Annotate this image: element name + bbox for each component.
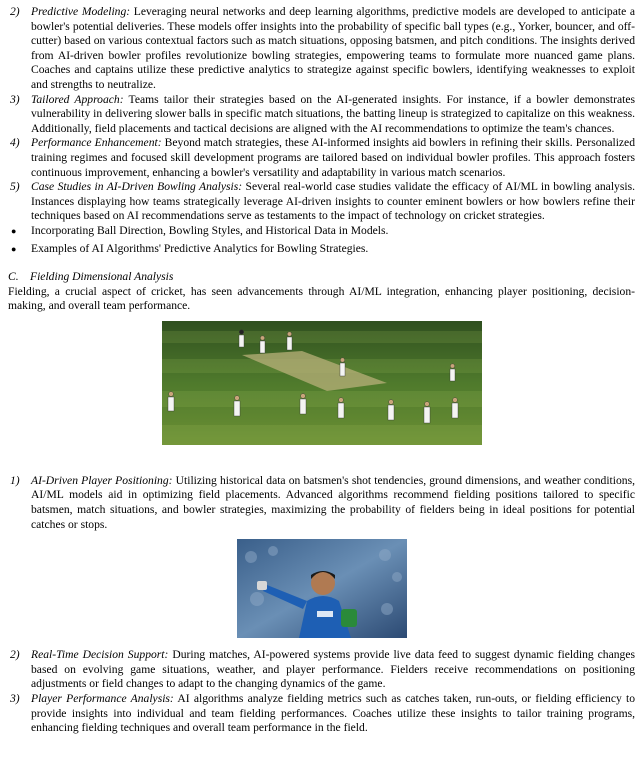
item-text: Leveraging neural networks and deep learning algorithms, predictive models are developed to anticipate a bowler's potential deliveries. These models offer insights into the probability of specific ball types (e.g., Yorker, bouncer, and off-cutter) based on various contextual factors such as match situations, opposing batsmen, and pitch conditions. The insights derived from AI-driven bowler profiles revolutionize bowling strategies, empowering teams to formulate more nuanced game plans. Coaches and captains utilize these predictive analytics to strategize against specific bowlers, identifying weaknesses to exploit and strengths to neutralize. [31,5,635,91]
item-lead: Performance Enhancement: [31,136,162,150]
item-text: AI algorithms analyze fielding metrics such as catches taken, run-outs, or fielding efficiency to provide insights into individual and team fielding performances. Coaches utilize these insights to tailor training programs, enhancing fielding techniques and overall team performance in the field. [31,692,636,735]
item-number: 2) [10,5,20,18]
section-title: Fielding Dimensional Analysis [30,270,174,284]
bullet-icon: ● [11,243,17,254]
bullet-item [8,224,635,239]
item-text: Teams tailor their strategies based on the AI-generated insights. For instance, if a bowler demonstrates vulnerability in delivering slower balls in specific match situations, the batting lineup is strategized to capitalize on this weakness. Additionally, field placements and tactical decisions are aligned with the AI recommendations to optimize the team's chances. [31,92,635,135]
fielding-photo-image [162,321,482,445]
item-number: 3) [10,92,20,106]
bullet-text: Examples of AI Algorithms' Predictive Analytics for Bowling Strategies. [31,241,369,255]
fielding-photo [162,321,482,445]
list-item [8,180,635,224]
item-text: During matches, AI-powered systems provide live data feed to suggest dynamic fielding changes based on evolving game situations, weather, and player performance. Fielders receive recommendations on positioning adjustments or field changes to adapt to the changing dynamics of the game. [31,648,635,691]
document-page [8,5,635,736]
list-item [8,648,635,692]
item-lead: Tailored Approach: [31,92,124,106]
item-number: 4) [10,136,20,150]
numbered-list-mid [8,474,635,532]
item-lead: Player Performance Analysis: [31,692,174,706]
bullet-item [8,242,635,257]
list-item [8,93,635,137]
item-number: 2) [10,648,20,662]
item-lead: Case Studies in AI-Driven Bowling Analysis: [31,180,243,194]
item-number: 5) [10,180,20,194]
bullet-icon: ● [11,225,17,236]
item-lead: AI-Driven Player Positioning: [31,473,173,487]
item-number: 3) [10,692,20,706]
section-heading [8,270,635,285]
list-item [8,5,635,93]
item-lead: Real-Time Decision Support: [31,648,169,662]
item-text: Beyond match strategies, these AI-informed insights aid bowlers in refining their skills. Personalized training regimes and focused skill development programs are tailored based on individual bowler profiles. This approach fosters continuous improvement, enhancing a bowler's versatility and adaptability in various match scenarios. [31,136,636,179]
item-lead: Predictive Modeling: [31,5,131,18]
list-item [8,474,635,532]
list-item [8,136,635,180]
numbered-list-bottom [8,648,635,736]
list-item [8,692,635,736]
section-intro: Fielding, a crucial aspect of cricket, has seen advancements through AI/ML integration, enhancing player positioning, decision-making, and overall team performance. [8,284,635,313]
item-text: Several real-world case studies validate the efficacy of AI/ML in bowling analysis. Instances displaying how teams strategically leverage AI-driven insights to counter eminent bowlers or how bowlers refine their techniques based on AI recommendations serve as testaments to the impact of technology on cricket strategies. [31,180,635,223]
section-number: C. [8,270,19,284]
item-number: 1) [10,473,20,487]
bullet-text: Incorporating Ball Direction, Bowling Styles, and Historical Data in Models. [31,223,389,237]
numbered-list-top [8,5,635,256]
item-text: Utilizing historical data on batsmen's shot tendencies, ground dimensions, and weather conditions, AI/ML models aid in optimizing field placements. Advanced algorithms recommend fielding positions tailored to specific batsmen, match situations, and bowler strategies, maximizing the probability of fielders being in ideal positions for potential catches or stops. [31,473,635,531]
captain-photo-image [237,539,407,638]
captain-photo [237,539,407,638]
